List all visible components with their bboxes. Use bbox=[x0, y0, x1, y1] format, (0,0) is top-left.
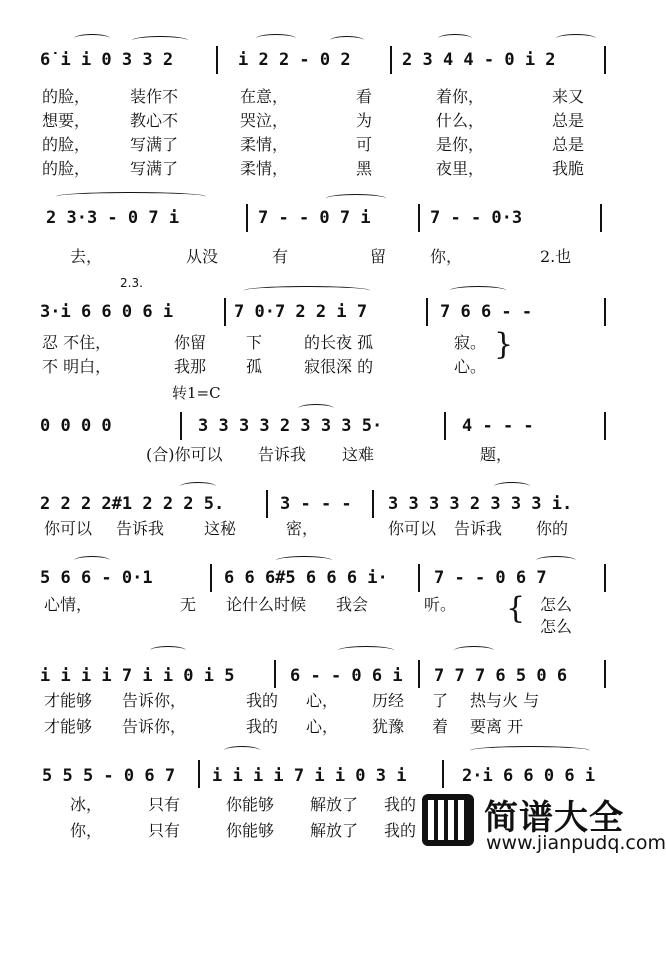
measure-notes: 4 - - - bbox=[462, 416, 534, 436]
lyric: 我会 bbox=[336, 595, 369, 614]
lyric-line bbox=[0, 518, 640, 540]
lyric-line bbox=[0, 444, 640, 466]
barline bbox=[210, 564, 212, 592]
measure-notes: i 2 2 - 0 2 bbox=[238, 50, 351, 70]
measure-notes: 7 - - 0 7 i bbox=[258, 208, 371, 228]
measure-notes: 7 0·7 2 2 i 7 bbox=[234, 302, 368, 322]
lyric: 不 明白， bbox=[42, 357, 112, 376]
slur bbox=[132, 36, 188, 45]
lyric: 我的 bbox=[384, 821, 417, 840]
lyric: 告诉你， bbox=[122, 691, 187, 710]
measure-notes: 0 0 0 0 bbox=[40, 416, 112, 436]
lyric: 教心不 bbox=[130, 111, 179, 130]
lyric: 我的 bbox=[246, 691, 279, 710]
slur bbox=[536, 556, 576, 565]
measure-notes: 7 6 6 - - bbox=[440, 302, 533, 322]
lyric: 这秘 bbox=[204, 519, 237, 538]
lyric: 总是 bbox=[552, 111, 585, 130]
lyric: 下 bbox=[246, 333, 263, 352]
slur bbox=[74, 34, 110, 43]
lyric: 怎么 bbox=[540, 595, 573, 614]
lyric: 我的 bbox=[384, 795, 417, 814]
notes-line bbox=[0, 300, 640, 324]
lyric: 历经 bbox=[372, 691, 405, 710]
lyric-line bbox=[0, 616, 640, 638]
lyric: 怎么 bbox=[540, 617, 573, 636]
measure-notes: 7 - - 0 6 7 bbox=[434, 568, 547, 588]
lyric: 我脆 bbox=[552, 159, 585, 178]
measure-notes: 2·i 6 6 0 6 i bbox=[462, 766, 596, 786]
slur bbox=[224, 746, 260, 755]
measure-notes: 2 3 4 4 - 0 i 2 bbox=[402, 50, 556, 70]
lyric: 告诉你， bbox=[122, 717, 187, 736]
measure-notes: 3·i 6 6 0 6 i bbox=[40, 302, 174, 322]
measure-notes: 2 2 2 2#1 2 2 2 5. bbox=[40, 494, 225, 514]
slur bbox=[470, 746, 590, 755]
barline bbox=[246, 204, 248, 232]
lyric: 夜里， bbox=[436, 159, 485, 178]
lyric-line bbox=[0, 332, 640, 354]
lyric: 来又 bbox=[552, 87, 585, 106]
barline bbox=[604, 564, 606, 592]
barline bbox=[604, 46, 606, 74]
measure-notes: 6 6 6#5 6 6 6 i· bbox=[224, 568, 388, 588]
lyric: 从没 bbox=[186, 247, 219, 266]
notes-line bbox=[0, 48, 640, 72]
lyric: 为 bbox=[356, 111, 373, 130]
measure-notes: 6 - - 0 6 i bbox=[290, 666, 403, 686]
lyric: 的脸， bbox=[42, 87, 91, 106]
watermark-title: 简谱大全 bbox=[484, 798, 624, 838]
barline bbox=[418, 660, 420, 688]
slur bbox=[454, 646, 494, 655]
measure-notes: 2 3·3 - 0 7 i bbox=[46, 208, 180, 228]
measure-notes: 3 - - - bbox=[280, 494, 352, 514]
lyric-line bbox=[0, 110, 640, 132]
lyric-line bbox=[0, 690, 640, 712]
lyric: 你可以 bbox=[44, 519, 93, 538]
slur bbox=[330, 36, 364, 45]
barline bbox=[266, 490, 268, 518]
lyric: 心情， bbox=[44, 595, 93, 614]
notes-line bbox=[0, 492, 640, 516]
watermark-url: www.jianpudq.com bbox=[486, 832, 666, 854]
lyric: 哭泣， bbox=[240, 111, 289, 130]
slur bbox=[298, 404, 334, 413]
slur bbox=[150, 646, 186, 655]
lyric: 的长夜 孤 bbox=[304, 333, 374, 352]
slur bbox=[276, 556, 332, 565]
lyric: 告诉我 bbox=[116, 519, 165, 538]
piano-keys-icon bbox=[420, 792, 476, 848]
barline bbox=[198, 760, 200, 788]
lyric: 要离 开 bbox=[470, 717, 524, 736]
lyric: 忍 不住， bbox=[42, 333, 112, 352]
lyric: 留 bbox=[370, 247, 387, 266]
barline bbox=[604, 298, 606, 326]
slur bbox=[450, 286, 506, 295]
barline bbox=[224, 298, 226, 326]
key-change: 转1=C bbox=[172, 384, 221, 402]
lyric: 的脸， bbox=[42, 135, 91, 154]
lyric: 黑 bbox=[356, 159, 373, 178]
lyric: 解放了 bbox=[310, 795, 359, 814]
lyric: 写满了 bbox=[130, 135, 179, 154]
lyric: 2.也 bbox=[540, 247, 572, 266]
lyric: 心， bbox=[306, 691, 339, 710]
lyric: 去， bbox=[70, 247, 103, 266]
measure-notes: 7 7 7 6 5 0 6 bbox=[434, 666, 568, 686]
lyric: 才能够 bbox=[44, 691, 93, 710]
lyric: 写满了 bbox=[130, 159, 179, 178]
barline bbox=[390, 46, 392, 74]
lyric: 热与火 与 bbox=[470, 691, 540, 710]
lyric: 有 bbox=[272, 247, 289, 266]
barline bbox=[442, 760, 444, 788]
barline bbox=[604, 412, 606, 440]
watermark-logo bbox=[420, 790, 666, 857]
barline bbox=[426, 298, 428, 326]
slur bbox=[338, 646, 394, 655]
lyric: 寂。 bbox=[454, 333, 487, 352]
barline bbox=[372, 490, 374, 518]
lyric: 想要， bbox=[42, 111, 91, 130]
measure-notes: 3 3 3 3 2 3 3 3 i. bbox=[388, 494, 573, 514]
notes-line bbox=[0, 414, 640, 438]
slur bbox=[180, 482, 216, 491]
lyric: 了 bbox=[432, 691, 449, 710]
slur bbox=[326, 194, 386, 203]
lyric: 在意， bbox=[240, 87, 289, 106]
barline bbox=[216, 46, 218, 74]
lyric: 听。 bbox=[424, 595, 457, 614]
measure-notes: 5 5 5 - 0 6 7 bbox=[42, 766, 176, 786]
lyric: 总是 bbox=[552, 135, 585, 154]
lyric: 只有 bbox=[148, 821, 181, 840]
barline bbox=[418, 204, 420, 232]
lyric: 无 bbox=[180, 595, 197, 614]
lyric: (合)你可以 bbox=[146, 445, 223, 464]
lyric: 这难 bbox=[342, 445, 375, 464]
barline bbox=[604, 660, 606, 688]
lyric: 题， bbox=[480, 445, 513, 464]
measure-notes: i i i i 7 i i 0 i 5 bbox=[40, 666, 235, 686]
lyric: 你， bbox=[70, 821, 103, 840]
lyric: 是你， bbox=[436, 135, 485, 154]
lyric-line bbox=[0, 134, 640, 156]
lyric: 告诉我 bbox=[454, 519, 503, 538]
slur bbox=[438, 34, 472, 43]
lyric: 冰， bbox=[70, 795, 103, 814]
slur bbox=[494, 482, 530, 491]
notes-line bbox=[0, 664, 640, 688]
lyric: 犹豫 bbox=[372, 717, 405, 736]
lyric: 孤 bbox=[246, 357, 263, 376]
lyric: 你的 bbox=[536, 519, 569, 538]
lyric: 着 bbox=[432, 717, 449, 736]
lyric: 你可以 bbox=[388, 519, 437, 538]
notes-line bbox=[0, 566, 640, 590]
lyric: 寂很深 的 bbox=[304, 357, 374, 376]
measure-notes: 3 3 3 3 2 3 3 3 5· bbox=[198, 416, 383, 436]
volta-label: 2.3. bbox=[120, 276, 143, 290]
lyric: 可 bbox=[356, 135, 373, 154]
lyric: 我那 bbox=[174, 357, 207, 376]
lyric-line bbox=[0, 246, 640, 268]
lyric: 装作不 bbox=[130, 87, 179, 106]
lyric: 才能够 bbox=[44, 717, 93, 736]
measure-notes: 6̇ i i 0 3 3 2 bbox=[40, 50, 174, 70]
lyric: 密， bbox=[286, 519, 319, 538]
barline bbox=[444, 412, 446, 440]
slur bbox=[556, 34, 596, 43]
slur bbox=[56, 192, 206, 201]
lyric-line bbox=[0, 86, 640, 108]
measure-notes: 5 6 6 - 0·1 bbox=[40, 568, 153, 588]
repeat-brace: { bbox=[506, 591, 526, 626]
lyric-line bbox=[0, 158, 640, 180]
lyric: 心， bbox=[306, 717, 339, 736]
measure-notes: i i i i 7 i i 0 3 i bbox=[212, 766, 407, 786]
lyric-line bbox=[0, 716, 640, 738]
lyric: 论什么时候 bbox=[226, 595, 307, 614]
lyric: 的脸， bbox=[42, 159, 91, 178]
lyric: 解放了 bbox=[310, 821, 359, 840]
lyric: 看 bbox=[356, 87, 373, 106]
lyric: 你， bbox=[430, 247, 463, 266]
barline bbox=[180, 412, 182, 440]
lyric: 你留 bbox=[174, 333, 207, 352]
lyric-line bbox=[0, 594, 640, 616]
slur bbox=[244, 286, 370, 295]
lyric: 柔情， bbox=[240, 159, 289, 178]
repeat-brace: } bbox=[494, 327, 514, 362]
lyric: 什么， bbox=[436, 111, 485, 130]
lyric: 着你， bbox=[436, 87, 485, 106]
lyric-line bbox=[0, 356, 640, 378]
slur bbox=[256, 34, 296, 43]
lyric: 我的 bbox=[246, 717, 279, 736]
lyric: 告诉我 bbox=[258, 445, 307, 464]
barline bbox=[274, 660, 276, 688]
notes-line bbox=[0, 764, 640, 788]
lyric: 心。 bbox=[454, 357, 487, 376]
lyric: 你能够 bbox=[226, 821, 275, 840]
lyric: 柔情， bbox=[240, 135, 289, 154]
notes-line bbox=[0, 206, 640, 230]
lyric: 只有 bbox=[148, 795, 181, 814]
slur bbox=[74, 556, 110, 565]
lyric: 你能够 bbox=[226, 795, 275, 814]
barline bbox=[418, 564, 420, 592]
measure-notes: 7 - - 0·3 bbox=[430, 208, 523, 228]
barline bbox=[600, 204, 602, 232]
